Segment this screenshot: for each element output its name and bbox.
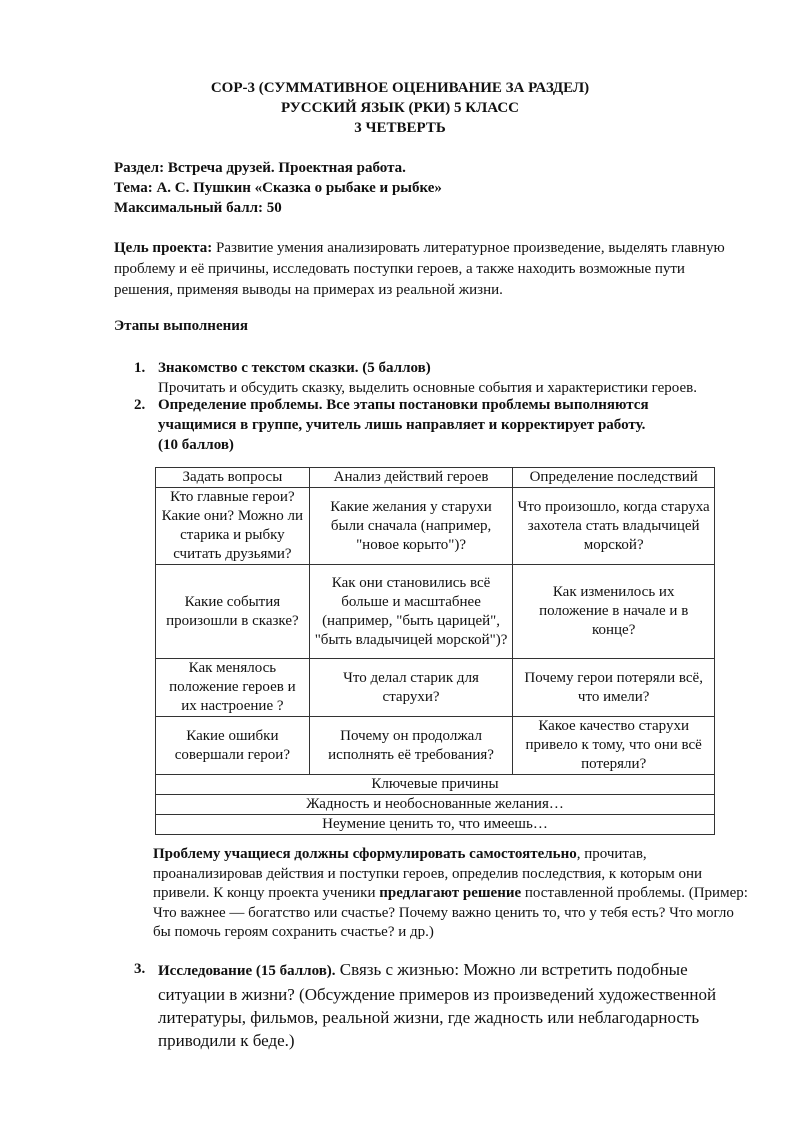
step-2-number: 2.	[134, 397, 146, 413]
paragraph-text-1: , прочитав, проанализировав действия и поступки героев, определив последствия, к которым они привели. К концу проекта ученики	[153, 846, 703, 901]
cause-row	[156, 795, 715, 815]
step-2	[158, 395, 718, 455]
cause-item: Неумение ценить то, что имеешь…	[156, 815, 715, 835]
table-header-cell: Определение последствий	[513, 468, 715, 488]
problem-paragraph	[153, 845, 753, 943]
table-row	[156, 565, 715, 659]
project-goal	[114, 238, 734, 301]
goal-text: Развитие умения анализировать литературное произведение, выделять главную проблему и её причины, исследовать поступки героев, а также находить возможные пути решения, применяя выводы на примерах из реальной жизни.	[114, 240, 725, 298]
step-3-number: 3.	[134, 961, 146, 977]
step-3-title: Исследование (15 баллов).	[158, 963, 336, 979]
table-row	[156, 659, 715, 717]
table-cell: Какие события произошли в сказке?	[156, 565, 310, 659]
causes-title-row	[156, 775, 715, 795]
table-header-cell: Задать вопросы	[156, 468, 310, 488]
step-1-text: Прочитать и обсудить сказку, выделить основные события и характеристики героев.	[158, 380, 697, 396]
doc-title-line3: 3 ЧЕТВЕРТЬ	[354, 120, 446, 136]
step-2-title: Определение проблемы. Все этапы постановки проблемы выполняются учащимися в группе, учитель лишь направляет и корректирует работу.	[158, 397, 649, 433]
table-cell: Какие желания у старухи были сначала (например, "новое корыто")?	[309, 488, 513, 565]
table-cell: Как менялось положение героев и их настроение ?	[156, 659, 310, 717]
goal-label: Цель проекта:	[114, 240, 213, 256]
table-cell: Какие ошибки совершали герои?	[156, 717, 310, 775]
step-3	[158, 958, 748, 1052]
table-header-cell: Анализ действий героев	[309, 468, 513, 488]
paragraph-bold-2: предлагают решение	[379, 885, 522, 901]
table-cell: Что произошло, когда старуха захотела стать владычицей морской?	[513, 488, 715, 565]
table-cell: Кто главные герои? Какие они? Можно ли старика и рыбку считать друзьями?	[156, 488, 310, 565]
table-cell: Как изменилось их положение в начале и в конце?	[513, 565, 715, 659]
table-cell: Какое качество старухи привело к тому, что они всё потеряли?	[513, 717, 715, 775]
table-cell: Что делал старик для старухи?	[309, 659, 513, 717]
step-1-title: Знакомство с текстом сказки. (5 баллов)	[158, 360, 431, 376]
step-1	[158, 358, 758, 398]
table-header-row	[156, 468, 715, 488]
table-row	[156, 488, 715, 565]
stages-title: Этапы выполнения	[114, 318, 249, 334]
problem-table	[155, 467, 715, 835]
doc-title-line2: РУССКИЙ ЯЗЫК (РКИ) 5 КЛАСС	[280, 100, 520, 116]
cause-row	[156, 815, 715, 835]
causes-title: Ключевые причины	[156, 775, 715, 795]
step-3-text: Связь с жизнью: Можно ли встретить подобные ситуации в жизни? (Обсуждение примеров из произведений художественной литературы, фильмов, реальной жизни, где жадность или неблагодарность приводили к беде.)	[158, 960, 717, 1050]
step-2-score: (10 баллов)	[158, 437, 234, 453]
table-cell: Почему герои потеряли всё, что имели?	[513, 659, 715, 717]
step-1-number: 1.	[134, 360, 146, 376]
paragraph-bold-1: Проблему учащиеся должны сформулировать самостоятельно	[153, 846, 577, 862]
cause-item: Жадность и необоснованные желания…	[156, 795, 715, 815]
paragraph-text-2: поставленной проблемы. (Пример: Что важнее — богатство или счастье? Почему важно ценить то, что у тебя есть? Что могло бы помочь героям сохранить счастье? и др.)	[153, 885, 748, 940]
topic-line: Тема: А. С. Пушкин «Сказка о рыбаке и рыбке»	[114, 180, 442, 196]
doc-title-line1: СОР-3 (СУММАТИВНОЕ ОЦЕНИВАНИЕ ЗА РАЗДЕЛ)	[210, 80, 590, 96]
table-cell: Как они становились всё больше и масштабнее (например, "быть царицей", "быть владычицей морской")?	[309, 565, 513, 659]
section-line: Раздел: Встреча друзей. Проектная работа.	[114, 160, 406, 176]
table-cell: Почему он продолжал исполнять её требования?	[309, 717, 513, 775]
table-row	[156, 717, 715, 775]
max-score-line: Максимальный балл: 50	[114, 200, 282, 216]
